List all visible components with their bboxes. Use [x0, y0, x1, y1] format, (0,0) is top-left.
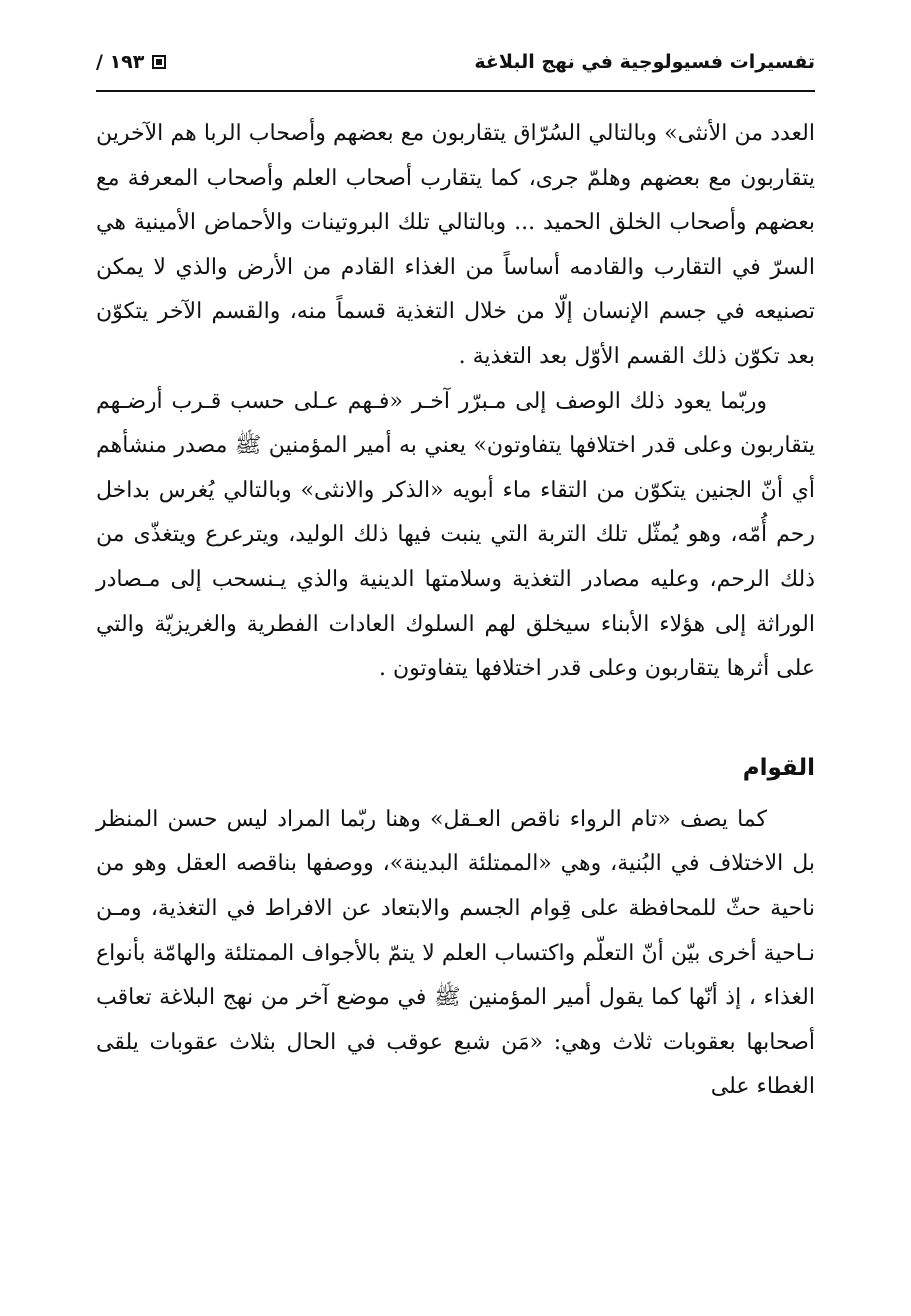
paragraph-2: وربّما يعود ذلك الوصف إلى مـبرّر آخـر «فـهم عـلى حسب قـرب أرضـهم يتقاربون وعلى قدر اختلافها يتفاوتون» يعني به أمير المؤمنين ﷺ مصدر منشأهم أي أنّ الجنين يتكوّن من التقاء ماء أبويه «الذكر والانثى» وبالتالي يُغرس بداخل رحم أُمّه، وهو يُمثّل تلك التربة التي ينبت فيها ذلك الوليد، ويترعرع ويتغذّى من ذلك الرحم، وعليه مصادر التغذية وسلامتها الدينية والذي يـنسحب إلى مـصادر الوراثة إلى هؤلاء الأبناء سيخلق لهم السلوك العادات الفطرية والغريزيّة والتي على أثرها يتقاربون وعلى قدر اختلافها يتفاوتون .	[96, 388, 815, 682]
paragraph-3: كما يصف «تام الرواء ناقص العـقل» وهنا ربّما المراد ليس حسن المنظر بل الاختلاف في البُنية، وهي «الممتلئة البدينة»، ووصفها بناقصه العقل وهو من ناحية حثّ للمحافظة على قِوام الجسم والابتعاد عن الافراط في التغذية، ومـن نـاحية أخرى بيّن أنّ التعلّم واكتساب العلم لا يتمّ بالأجواف الممتلئة والهامّة بأنواع الغذاء ، إذ أنّها كما يقول أمير المؤمنين ﷺ في موضع آخر من نهج البلاغة تعاقب أصحابها بعقوبات ثلاث وهي: «مَن شبع عوقب في الحال بثلاث عقوبات يلقى الغطاء على	[96, 806, 815, 1100]
running-header	[96, 44, 815, 80]
section-heading: القوام	[742, 754, 815, 781]
body-text	[96, 112, 815, 1110]
square-bullet-icon	[152, 55, 166, 69]
paragraph-1: العدد من الأنثى» وبالتالي السُرّاق يتقاربون مع بعضهم وأصحاب الربا هم الآخرين يتقاربون مع بعضهم وهلمّ جرى، كما يتقارب أصحاب العلم وأصحاب المعرفة مع بعضهم وأصحاب الخلق الحميد ... وبالتالي تلك البروتينات والأحماض الأمينية هي السرّ في التقارب والقادمه أساساً من الغذاء القادم من الأرض والذي لا يمكن تصنيعه في جسم الإنسان إلّا من خلال التغذية قسماً منه، والقسم الآخر يتكوّن بعد تكوّن ذلك القسم الأوّل بعد التغذية .	[96, 121, 815, 369]
book-title: تفسيرات فسيولوجية في نهج البلاغة	[474, 51, 815, 73]
header-divider	[96, 90, 815, 92]
page-number: ١٩٣ /	[96, 51, 145, 73]
page-number-block	[96, 51, 166, 73]
